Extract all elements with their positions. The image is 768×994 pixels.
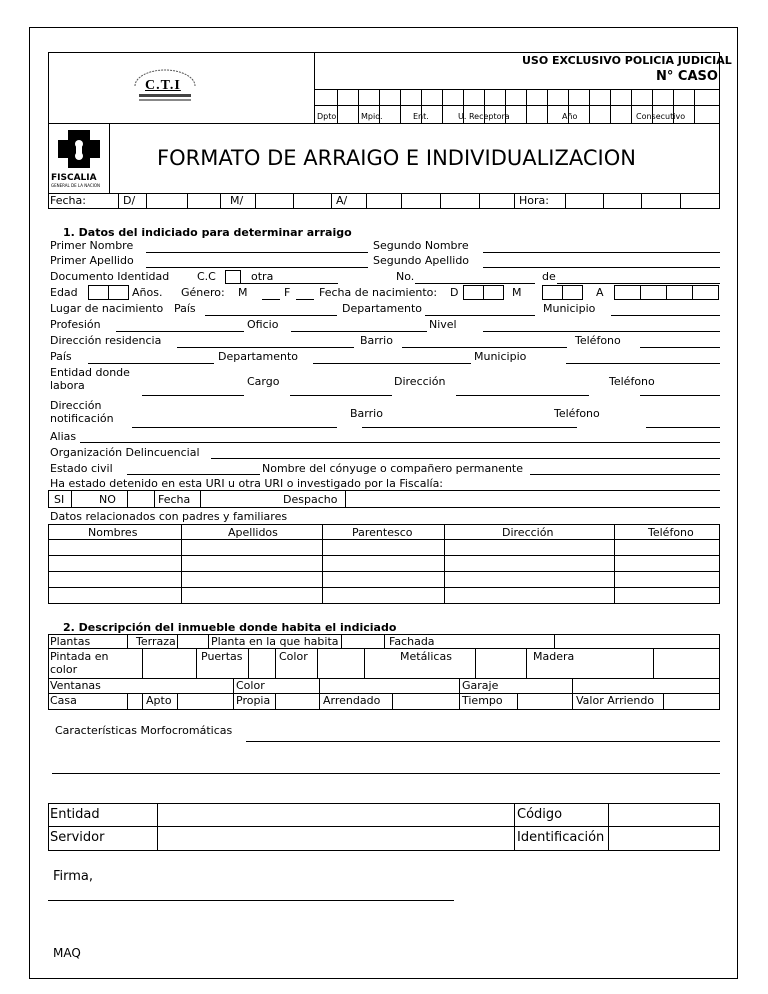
nivel-field[interactable] — [483, 331, 720, 332]
conyuge-label: Nombre del cónyuge o compañero permanente — [262, 462, 523, 475]
fecha-nac-d-box-1[interactable] — [463, 285, 484, 300]
caracteristicas-field-2[interactable] — [52, 773, 720, 774]
lugar-nac-municipio-field[interactable] — [611, 315, 720, 316]
profesion-field[interactable] — [116, 331, 244, 332]
primer-apellido-field[interactable] — [146, 267, 368, 268]
grid-line — [293, 193, 294, 209]
propia-label: Propia — [236, 694, 271, 707]
grid-line — [384, 634, 385, 648]
grid-line — [48, 587, 720, 588]
n-caso-label: N° CASO — [656, 69, 718, 84]
entidad-labora-label-1: Entidad donde — [50, 366, 130, 379]
edad-box-1[interactable] — [88, 285, 109, 300]
grid-line — [475, 648, 476, 678]
documento-no-field[interactable] — [415, 283, 535, 284]
fecha-label: Fecha: — [50, 194, 86, 207]
servidor-label: Servidor — [50, 830, 105, 845]
grid-line — [118, 193, 119, 209]
oficio-field[interactable] — [291, 331, 427, 332]
casa-label: Casa — [50, 694, 77, 707]
telefono2-label: Teléfono — [609, 375, 655, 388]
fecha-d-label: D/ — [123, 194, 136, 207]
family-header-telefono: Teléfono — [648, 526, 694, 539]
fecha-nac-a-label: A — [596, 286, 604, 299]
departamento-field[interactable] — [313, 363, 471, 364]
grid-line — [331, 193, 332, 209]
cargo-label: Cargo — [247, 375, 280, 388]
identificacion-field[interactable] — [609, 827, 719, 850]
fecha-a-label: A/ — [336, 194, 348, 207]
segundo-apellido-field[interactable] — [483, 267, 720, 268]
grid-line — [275, 648, 276, 678]
code-label-consecutivo: Consecutivo — [636, 112, 686, 121]
org-delincuencial-field[interactable] — [211, 458, 720, 459]
terraza-label: Terraza — [136, 635, 176, 648]
codigo-field[interactable] — [609, 804, 719, 826]
section1-heading: 1. Datos del indiciado para determinar arraigo — [63, 226, 352, 239]
grid-line — [440, 193, 441, 209]
lugar-nac-departamento-field[interactable] — [425, 315, 535, 316]
form-page — [29, 27, 738, 979]
alias-label: Alias — [50, 430, 77, 443]
fecha-detenido-label: Fecha — [158, 493, 191, 506]
grid-line — [614, 524, 615, 604]
code-label-ent: Ent. — [413, 112, 429, 121]
family-header-apellidos: Apellidos — [228, 526, 278, 539]
code-label-u-receptora: U. Receptora — [458, 112, 510, 121]
ventanas-label: Ventanas — [50, 679, 101, 692]
grid-line — [526, 89, 527, 123]
garaje-label: Garaje — [462, 679, 499, 692]
codigo-label: Código — [517, 807, 563, 822]
grid-line — [565, 193, 566, 209]
dir-notif-field[interactable] — [132, 427, 337, 428]
grid-line — [48, 539, 720, 540]
cti-logo-text: C.T.I — [145, 78, 181, 93]
color2-label: Color — [236, 679, 265, 692]
grid-line — [127, 693, 128, 710]
grid-line — [663, 693, 664, 710]
madera-label: Madera — [533, 650, 575, 663]
hora-label: Hora: — [519, 194, 549, 207]
segundo-apellido-label: Segundo Apellido — [373, 254, 470, 267]
fiscalia-logo-text: FISCALIA — [51, 173, 97, 183]
alias-field[interactable] — [80, 442, 720, 443]
fecha-nac-m-box-2[interactable] — [562, 285, 583, 300]
telefono-field[interactable] — [640, 347, 720, 348]
form-title: FORMATO DE ARRAIGO E INDIVIDUALIZACION — [157, 146, 636, 170]
fecha-m-label: M/ — [230, 194, 244, 207]
grid-line — [196, 648, 197, 678]
detenido-label: Ha estado detenido en esta URI u otra URI o investigado por la Fiscalía: — [50, 477, 444, 490]
family-header-parentesco: Parentesco — [352, 526, 413, 539]
grid-line — [610, 89, 611, 123]
grid-line — [248, 648, 249, 678]
barrio2-label: Barrio — [350, 407, 383, 420]
grid-line — [680, 193, 681, 209]
telefono3-label: Teléfono — [554, 407, 600, 420]
identificacion-label: Identificación — [517, 830, 605, 845]
grid-line — [127, 634, 128, 648]
metalicas-label: Metálicas — [400, 650, 452, 663]
cargo-field[interactable] — [290, 395, 392, 396]
genero-m-field[interactable] — [262, 299, 280, 300]
fecha-nac-a-box-4[interactable] — [692, 285, 719, 300]
grid-line — [694, 89, 695, 123]
fecha-nac-d-box-2[interactable] — [483, 285, 504, 300]
direccion-field[interactable] — [456, 395, 589, 396]
grid-line — [233, 693, 234, 710]
grid-line — [255, 193, 256, 209]
uso-exclusivo-label: USO EXCLUSIVO POLICIA JUDICIAL — [522, 54, 732, 67]
fiscalia-logo-subtext: GENERAL DE LA NACION — [51, 183, 100, 188]
grid-line — [641, 193, 642, 209]
grid-line — [517, 693, 518, 710]
oficio-label: Oficio — [247, 318, 279, 331]
estado-civil-label: Estado civil — [50, 462, 113, 475]
grid-line — [514, 193, 515, 209]
conyuge-field[interactable] — [530, 474, 720, 475]
caracteristicas-field[interactable] — [246, 741, 720, 742]
grid-line — [181, 524, 182, 604]
grid-line — [366, 193, 367, 209]
code-label-dpto: Dpto. — [317, 112, 339, 121]
familiares-label: Datos relacionados con padres y familiares — [50, 510, 288, 523]
family-header-nombres: Nombres — [88, 526, 138, 539]
grid-line — [322, 524, 323, 604]
grid-line — [187, 193, 188, 209]
anos-label: Años. — [132, 286, 163, 299]
pais-field[interactable] — [88, 363, 214, 364]
municipio-label: Municipio — [474, 350, 527, 363]
pais-label: País — [50, 350, 72, 363]
firma-line[interactable] — [48, 900, 454, 901]
telefono3-field[interactable] — [646, 427, 720, 428]
valor-arriendo-label: Valor Arriendo — [576, 694, 655, 707]
documento-de-field[interactable] — [557, 283, 720, 284]
fiscalia-logo — [50, 126, 108, 192]
lugar-nac-label: Lugar de nacimiento — [50, 302, 164, 315]
lugar-nac-departamento-label: Departamento — [342, 302, 423, 315]
fecha-nac-a-box-3[interactable] — [666, 285, 693, 300]
dir-residencia-label: Dirección residencia — [50, 334, 162, 347]
grid-line — [319, 678, 320, 693]
family-header-direccion: Dirección — [502, 526, 554, 539]
grid-line — [48, 678, 720, 679]
cc-label: C.C — [197, 270, 216, 283]
profesion-label: Profesión — [50, 318, 101, 331]
grid-line — [479, 193, 480, 209]
genero-f-field[interactable] — [296, 299, 314, 300]
grid-line — [392, 693, 393, 710]
grid-line — [142, 693, 143, 710]
dir-notif-label-2: notificación — [50, 412, 114, 425]
fecha-nac-m-box-1[interactable] — [542, 285, 563, 300]
lugar-nac-pais-label: País — [174, 302, 196, 315]
grid-line — [603, 193, 604, 209]
grid-line — [48, 571, 720, 572]
entidad-field[interactable] — [158, 804, 514, 826]
grid-line — [401, 193, 402, 209]
grid-line — [554, 634, 555, 648]
grid-line — [526, 648, 527, 678]
cti-logo — [125, 68, 205, 106]
color-label: Color — [279, 650, 308, 663]
grid-line — [459, 693, 460, 710]
segundo-nombre-label: Segundo Nombre — [373, 239, 469, 252]
edad-label: Edad — [50, 286, 78, 299]
grid-line — [317, 648, 318, 678]
si-label: SI — [54, 493, 65, 506]
barrio2-field[interactable] — [362, 427, 577, 428]
entidad-labora-field[interactable] — [142, 395, 244, 396]
fecha-nac-d-label: D — [450, 286, 459, 299]
grid-line — [177, 693, 178, 710]
segundo-nombre-field[interactable] — [483, 252, 720, 253]
telefono2-field[interactable] — [640, 395, 720, 396]
otra-field[interactable] — [241, 283, 338, 284]
genero-f-label: F — [284, 286, 291, 299]
grid-line — [220, 193, 221, 209]
grid-line — [208, 634, 209, 648]
entidad-label: Entidad — [50, 807, 100, 822]
primer-nombre-label: Primer Nombre — [50, 239, 134, 252]
dir-notif-label-1: Dirección — [50, 399, 102, 412]
municipio-field[interactable] — [566, 363, 720, 364]
code-label-mpio: Mpio. — [361, 112, 383, 121]
grid-line — [589, 89, 590, 123]
primer-nombre-field[interactable] — [146, 252, 368, 253]
apto-label: Apto — [146, 694, 172, 707]
grid-line — [572, 693, 573, 710]
grid-line — [48, 648, 720, 649]
telefono-label: Teléfono — [575, 334, 621, 347]
grid-line — [631, 89, 632, 123]
caracteristicas-label: Características Morfocromáticas — [55, 724, 233, 737]
grid-line — [319, 693, 320, 710]
cc-checkbox[interactable] — [225, 270, 241, 284]
grid-line — [444, 524, 445, 604]
edad-box-2[interactable] — [108, 285, 129, 300]
grid-line — [275, 693, 276, 710]
grid-line — [653, 648, 654, 678]
dir-residencia-field[interactable] — [177, 347, 354, 348]
grid-line — [341, 634, 342, 648]
grid-line — [459, 678, 460, 693]
firma-label: Firma, — [53, 869, 94, 884]
primer-apellido-label: Primer Apellido — [50, 254, 134, 267]
fecha-nac-m-label: M — [512, 286, 522, 299]
otra-label: otra — [251, 270, 274, 283]
direccion-label: Dirección — [394, 375, 446, 388]
no-label: No. — [396, 270, 415, 283]
org-delincuencial-label: Organización Delincuencial — [50, 446, 200, 459]
no-label-2: NO — [99, 493, 116, 506]
fecha-nac-label: Fecha de nacimiento: — [319, 286, 438, 299]
genero-m-label: M — [238, 286, 248, 299]
lugar-nac-municipio-label: Municipio — [543, 302, 596, 315]
grid-line — [364, 648, 365, 678]
grid-line — [400, 89, 401, 123]
plantas-label: Plantas — [50, 635, 91, 648]
section2-heading: 2. Descripción del inmueble donde habita el indiciado — [63, 621, 397, 634]
lugar-nac-pais-field[interactable] — [205, 315, 337, 316]
planta-habita-label: Planta en la que habita — [211, 635, 339, 648]
barrio-label: Barrio — [360, 334, 393, 347]
grid-line — [142, 648, 143, 678]
tiempo-label: Tiempo — [462, 694, 503, 707]
fachada-label: Fachada — [389, 635, 435, 648]
pintada-label-1: Pintada en — [50, 650, 109, 663]
code-label-ano: Año — [562, 112, 578, 121]
arrendado-label: Arrendado — [323, 694, 381, 707]
nivel-label: Nivel — [429, 318, 457, 331]
barrio-field[interactable] — [402, 347, 567, 348]
grid-line — [547, 89, 548, 123]
fecha-nac-a-box-2[interactable] — [640, 285, 667, 300]
despacho-label: Despacho — [283, 493, 338, 506]
puertas-label: Puertas — [201, 650, 243, 663]
pintada-label-2: color — [50, 663, 78, 676]
grid-line — [358, 89, 359, 123]
grid-line — [48, 555, 720, 556]
grid-line — [233, 678, 234, 693]
documento-label: Documento Identidad — [50, 270, 170, 283]
grid-line — [572, 678, 573, 693]
maq-label: MAQ — [53, 946, 81, 960]
estado-civil-field[interactable] — [127, 474, 260, 475]
servidor-field[interactable] — [158, 827, 514, 850]
entidad-labora-label-2: labora — [50, 379, 85, 392]
fecha-nac-a-box-1[interactable] — [614, 285, 641, 300]
grid-line — [146, 193, 147, 209]
grid-line — [177, 634, 178, 648]
departamento-label: Departamento — [218, 350, 299, 363]
genero-label: Género: — [181, 286, 225, 299]
de-label: de — [542, 270, 556, 283]
grid-line — [442, 89, 443, 123]
